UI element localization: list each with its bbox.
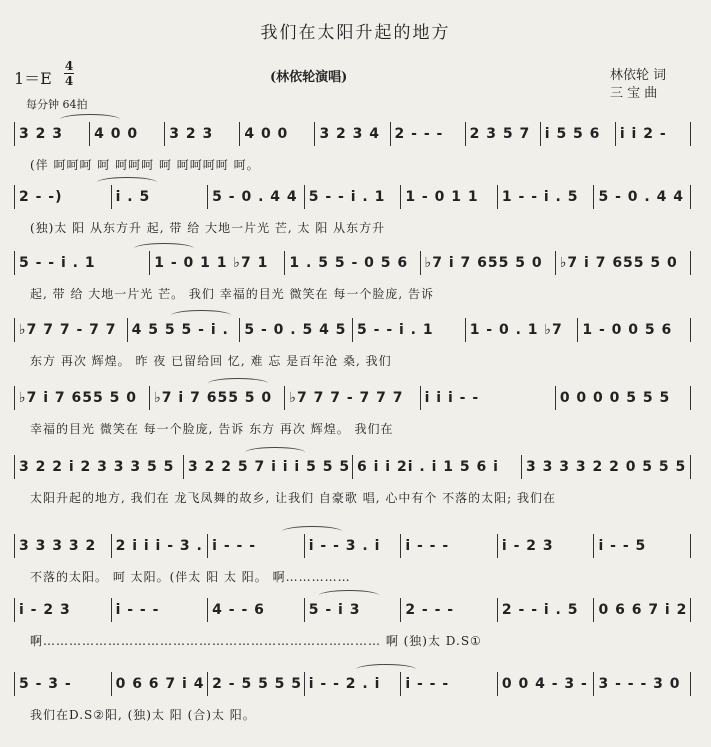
measure: 0 6 6 7 i 2 <box>594 598 691 622</box>
lyrics-row: 幸福的目光 微笑在 每一个脸庞, 告诉 东方 再次 辉煌。 我们在 <box>30 422 394 436</box>
measure: 3 3 3 3 2 <box>15 534 112 558</box>
measure: i - - 3 . i <box>305 534 402 558</box>
measure: i i i - - <box>421 386 556 410</box>
measure: i - 2 3 <box>15 598 112 622</box>
measure: 2 3 5 7 <box>466 122 541 146</box>
measure: i - - 2 . i <box>305 672 402 696</box>
measure: 1 - 0 0 5 6 <box>578 318 691 342</box>
measure: 4 0 0 <box>90 122 165 146</box>
singer-label: (林依轮演唱) <box>270 70 348 85</box>
measure: 5 - - i . 1 <box>353 318 466 342</box>
slur-mark <box>245 447 305 458</box>
lyrics-row: 啊…………………………………………………………………… 啊 (独)太 D.S① <box>30 634 482 648</box>
music-row <box>14 455 691 479</box>
measure: 4 5 5 5 - i . <box>128 318 241 342</box>
measure: 3 2 3 4 <box>315 122 390 146</box>
measure: 3 3 3 3 2 2 0 5 5 5 <box>522 455 691 479</box>
measure: 5 - 0 . 4 4 <box>208 185 305 209</box>
measure: i i 2 - <box>616 122 691 146</box>
measure: 5 - - i . 1 <box>15 251 150 275</box>
lyricist-credit: 林依轮 词 <box>610 68 667 83</box>
measure: 2 - - - <box>401 598 498 622</box>
music-row <box>14 251 691 275</box>
measure: i - - - <box>208 534 305 558</box>
measure: 1 . 5 5 - 0 5 6 <box>285 251 420 275</box>
key-signature: 1＝E <box>14 69 52 88</box>
measure: ♭7 i 7 655 5 0 <box>556 251 691 275</box>
music-row <box>14 318 691 342</box>
measure: ♭7 7 7 - 7 7 7 <box>285 386 420 410</box>
measure: 4 0 0 <box>240 122 315 146</box>
lyrics-row: 不落的太阳。 呵 太阳。(伴太 阳 太 阳。 啊…………… <box>30 570 351 584</box>
time-signature-numerator: 4 <box>64 59 74 73</box>
measure: ♭7 i 7 655 5 0 <box>421 251 556 275</box>
measure: 3 2 2 5 7 i i i 5 5 5 <box>184 455 353 479</box>
lyrics-row: 太阳升起的地方, 我们在 龙飞凤舞的故乡, 让我们 自豪歌 唱, 心中有个 不落的太阳; 我们在 <box>30 491 557 505</box>
measure: 5 - i 3 <box>305 598 402 622</box>
lyrics-row: (独)太 阳 从东方升 起, 带 给 大地一片光 芒, 太 阳 从东方升 <box>30 221 386 235</box>
measure: 2 i i i - 3 . <box>112 534 209 558</box>
measure: 0 6 6 7 i 4 <box>112 672 209 696</box>
measure: 5 - 3 - <box>15 672 112 696</box>
music-row <box>14 185 691 209</box>
time-signature-denominator: 4 <box>64 74 74 88</box>
lyrics-row: 我们在D.S②阳, (独)太 阳 (合)太 阳。 <box>30 708 256 722</box>
slur-mark <box>356 664 416 675</box>
slur-mark <box>282 526 342 537</box>
measure: i . 5 <box>112 185 209 209</box>
measure: 3 2 3 <box>165 122 240 146</box>
measure: 5 - 0 . 4 4 <box>594 185 691 209</box>
time-signature <box>64 60 74 87</box>
lyrics-row: (伴 呵呵呵 呵 呵呵呵 呵 呵呵呵呵 呵。 <box>30 158 260 172</box>
measure: i - - - <box>401 672 498 696</box>
measure: 2 - - i . 5 <box>498 598 595 622</box>
measure: i - - - <box>401 534 498 558</box>
composer-credit: 三 宝 曲 <box>610 86 658 101</box>
slur-mark <box>97 177 157 188</box>
slur-mark <box>208 378 268 389</box>
measure: 1 - 0 1 1 ♭7 1 <box>150 251 285 275</box>
song-title: 我们在太阳升起的地方 <box>260 23 451 43</box>
measure: 3 2 2 i 2 3 3 3 5 5 <box>15 455 184 479</box>
music-row <box>14 122 691 146</box>
slur-mark <box>171 310 231 321</box>
measure: 1 - 0 1 1 <box>401 185 498 209</box>
measure: 2 - - - <box>391 122 466 146</box>
music-row <box>14 672 691 696</box>
music-row <box>14 534 691 558</box>
measure: ♭7 i 7 655 5 0 <box>150 386 285 410</box>
measure: i - - 5 <box>594 534 691 558</box>
measure: ♭7 7 7 - 7 7 <box>15 318 128 342</box>
measure: 1 - - i . 5 <box>498 185 595 209</box>
measure: 5 - - i . 1 <box>305 185 402 209</box>
lyrics-row: 起, 带 给 大地一片光 芒。 我们 幸福的目光 微笑在 每一个脸庞, 告诉 <box>30 287 434 301</box>
lyrics-row: 东方 再次 辉煌。 昨 夜 已留给回 忆, 难 忘 是百年沧 桑, 我们 <box>30 354 392 368</box>
measure: i - - - <box>112 598 209 622</box>
measure: 0 0 0 0 5 5 5 <box>556 386 691 410</box>
measure: 2 - 5 5 5 5 <box>208 672 305 696</box>
measure: 6 i i 2i . i 1 5 6 i <box>353 455 522 479</box>
measure: i 5 5 6 <box>541 122 616 146</box>
measure: 0 0 4 - 3 - <box>498 672 595 696</box>
slur-mark <box>134 243 194 254</box>
measure: i - 2 3 <box>498 534 595 558</box>
music-row <box>14 386 691 410</box>
measure: 3 - - - 3 0 <box>594 672 691 696</box>
measure: 4 - - 6 <box>208 598 305 622</box>
measure: 5 - 0 . 5 4 5 <box>240 318 353 342</box>
music-row <box>14 598 691 622</box>
slur-mark <box>60 114 120 125</box>
slur-mark <box>319 590 379 601</box>
tempo-marking: 每分钟 64拍 <box>26 98 88 111</box>
measure: 3 2 3 <box>15 122 90 146</box>
measure: 2 - -) <box>15 185 112 209</box>
measure: ♭7 i 7 655 5 0 <box>15 386 150 410</box>
measure: 1 - 0 . 1 ♭7 <box>466 318 579 342</box>
